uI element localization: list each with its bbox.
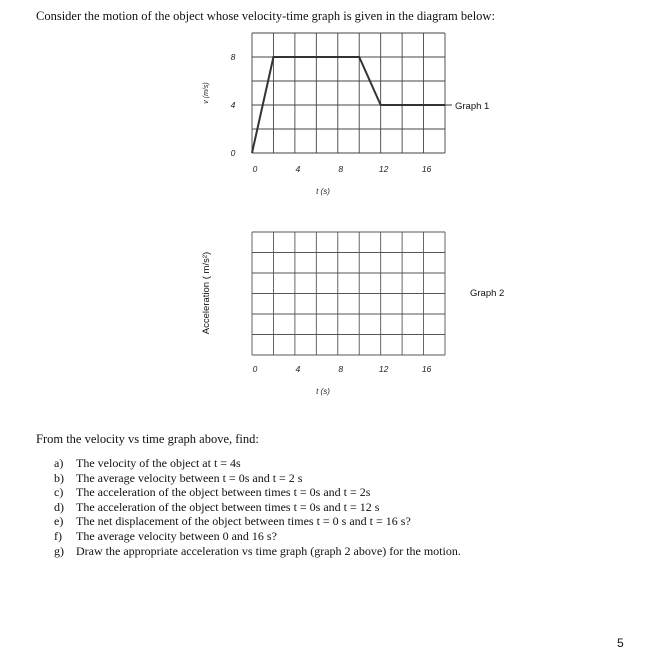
question-letter: g) bbox=[54, 543, 64, 558]
y-tick-label: 8 bbox=[230, 52, 236, 62]
question-item bbox=[54, 544, 461, 559]
question-text: The net displacement of the object between times t = 0 s and t = 16 s? bbox=[76, 514, 411, 529]
y-tick-label: 4 bbox=[230, 100, 236, 110]
question-item bbox=[54, 471, 461, 486]
question-text: The acceleration of the object between times t = 0s and t = 12 s bbox=[76, 499, 380, 514]
question-item bbox=[54, 529, 461, 544]
x-tick-label: 0 bbox=[252, 364, 258, 374]
y-axis-label: v (m/s) bbox=[203, 82, 210, 104]
question-item bbox=[54, 514, 461, 529]
question-text: The average velocity between 0 and 16 s? bbox=[76, 528, 277, 543]
question-list bbox=[54, 456, 461, 558]
x-tick-label: 8 bbox=[338, 164, 344, 174]
x-tick-label: 12 bbox=[378, 164, 389, 174]
question-letter: b) bbox=[54, 470, 64, 485]
x-tick-label: 8 bbox=[338, 364, 344, 374]
x-axis-label: t (s) bbox=[316, 387, 330, 396]
y-axis-label: Acceleration ( m/s²) bbox=[201, 251, 212, 335]
y-tick-label: 0 bbox=[230, 148, 236, 158]
problem-intro: Consider the motion of the object whose velocity-time graph is given in the diagram below: bbox=[36, 9, 495, 23]
question-item bbox=[54, 485, 461, 500]
x-tick-label: 16 bbox=[421, 364, 432, 374]
x-axis-label: t (s) bbox=[316, 187, 330, 196]
question-text: The average velocity between t = 0s and t = 2 s bbox=[76, 470, 303, 485]
question-letter: f) bbox=[54, 528, 62, 543]
x-tick-label: 16 bbox=[421, 164, 432, 174]
question-text: Draw the appropriate acceleration vs time graph (graph 2 above) for the motion. bbox=[76, 543, 461, 558]
questions-lead: From the velocity vs time graph above, find: bbox=[36, 432, 259, 446]
question-item bbox=[54, 456, 461, 471]
x-tick-label: 12 bbox=[378, 364, 389, 374]
graph1-label: Graph 1 bbox=[455, 101, 490, 112]
question-item bbox=[54, 500, 461, 515]
question-text: The velocity of the object at t = 4s bbox=[76, 456, 241, 470]
x-tick-label: 0 bbox=[252, 164, 258, 174]
question-letter: e) bbox=[54, 514, 64, 529]
question-text: The acceleration of the object between times t = 0s and t = 2s bbox=[76, 485, 371, 500]
x-tick-label: 4 bbox=[295, 164, 301, 174]
question-letter: c) bbox=[54, 485, 64, 500]
question-letter: a) bbox=[54, 456, 64, 470]
x-tick-label: 4 bbox=[295, 364, 301, 374]
graph2-label: Graph 2 bbox=[470, 288, 505, 299]
question-letter: d) bbox=[54, 499, 64, 514]
page-number: 5 bbox=[617, 636, 624, 650]
